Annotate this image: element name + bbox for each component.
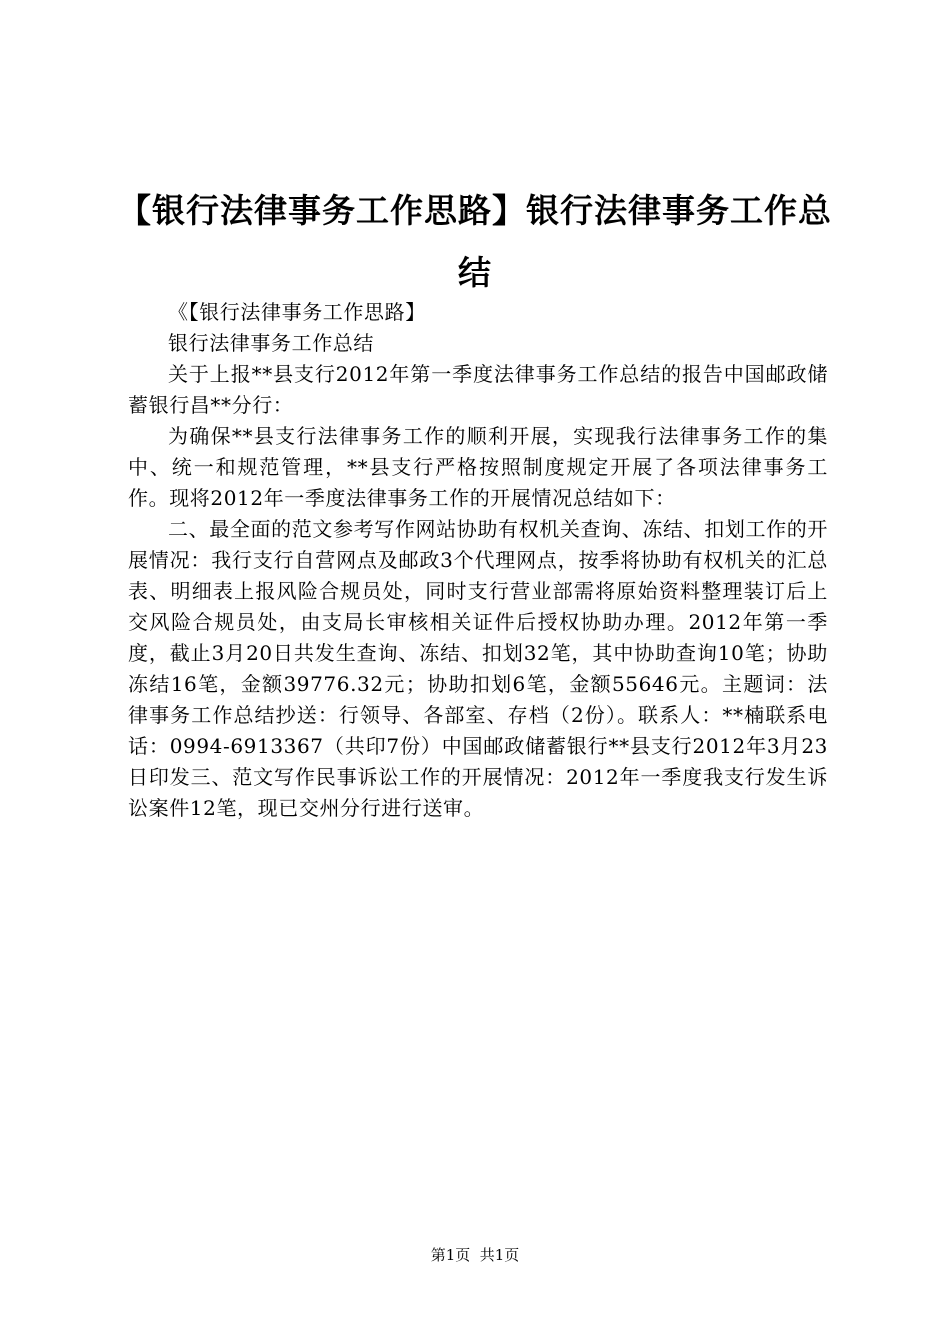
paragraph: 二、最全面的范文参考写作网站协助有权机关查询、冻结、扣划工作的开展情况：我行支行自营网点及邮政3个代理网点，按季将协助有权机关的汇总表、明细表上报风险合规员处，同时支行营业部需将原始资料整理装订后上交风险合规员处，由支局长审核相关证件后授权协助办理。2012年第一季度，截止3月20日共发生查询、冻结、扣划32笔，其中协助查询10笔；协助冻结16笔，金额39776.32元；协助扣划6笔，金额55646元。主题词：法律事务工作总结抄送：行领导、各部室、存档（2份）。联系人：**楠联系电话：0994-6913367（共印7份）中国邮政储蓄银行**县支行2012年3月23日印发三、范文写作民事诉讼工作的开展情况：2012年一季度我支行发生诉讼案件12笔，现已交州分行进行送审。 [128,517,828,820]
paragraph: 为确保**县支行法律事务工作的顺利开展，实现我行法律事务工作的集中、统一和规范管理，**县支行严格按照制度规定开展了各项法律事务工作。现将2012年一季度法律事务工作的开展情况总结如下： [128,424,828,510]
document-title: 【银行法律事务工作思路】银行法律事务工作总结 [118,191,832,292]
paragraph: 银行法律事务工作总结 [168,331,374,355]
page-footer [0,1245,950,1265]
paragraph: 《【银行法律事务工作思路】 [168,300,426,324]
document-body [128,297,828,824]
page-number: 第1页 共1页 [430,1246,520,1264]
paragraph: 关于上报**县支行2012年第一季度法律事务工作总结的报告中国邮政储蓄银行昌**分行： [128,362,828,417]
